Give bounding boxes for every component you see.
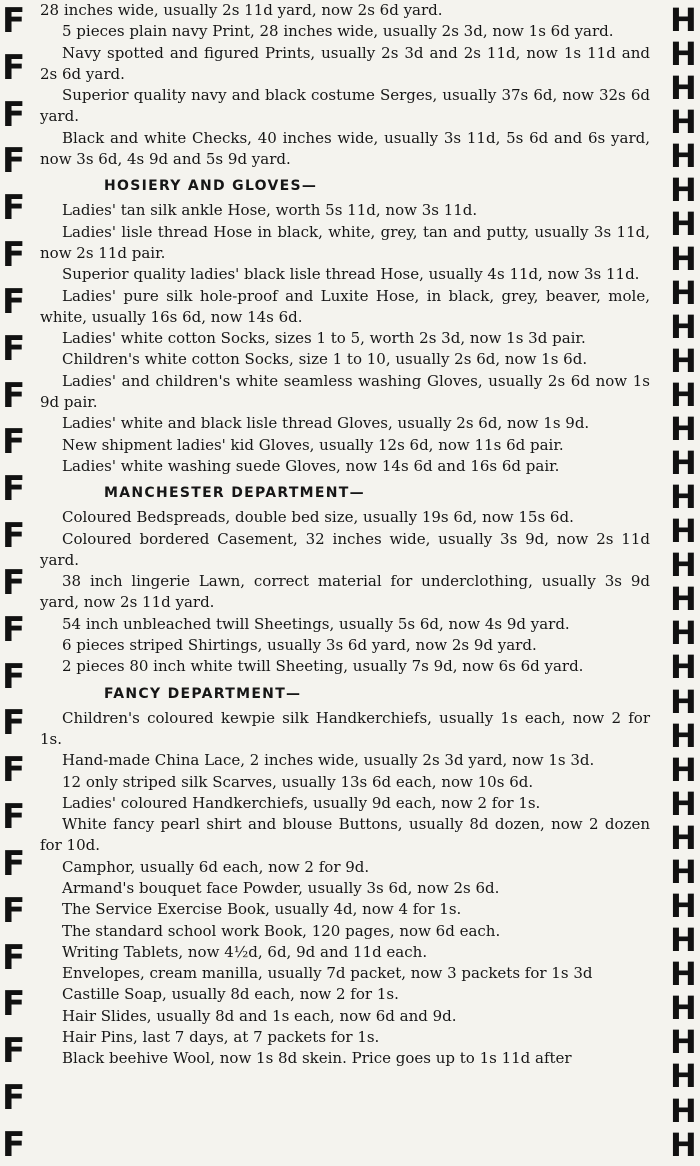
border-glyph-icon: H bbox=[670, 341, 697, 380]
list-item: Ladies' white cotton Socks, sizes 1 to 5, worth 2s 3d, now 1s 3d pair. bbox=[62, 329, 586, 348]
border-glyph-icon: F bbox=[2, 1031, 26, 1072]
border-glyph-icon: F bbox=[2, 843, 26, 884]
border-glyph-icon: H bbox=[670, 682, 697, 721]
list-item: Hair Slides, usually 8d and 1s each, now 6d and 9d. bbox=[62, 1006, 457, 1025]
list-item: 6 pieces striped Shirtings, usually 3s 6d yard, now 2s 9d yard. bbox=[62, 636, 537, 655]
border-glyph-icon: H bbox=[670, 512, 697, 551]
border-glyph-icon: H bbox=[670, 409, 697, 448]
border-glyph-icon: F bbox=[2, 984, 26, 1025]
border-glyph-icon: H bbox=[670, 955, 697, 994]
border-glyph-icon: F bbox=[2, 375, 26, 416]
border-glyph-icon: H bbox=[670, 1057, 697, 1096]
border-glyph-icon: H bbox=[670, 989, 697, 1028]
list-item: Navy spotted and figured Prints, usually 2s 3d and 2s 11d, now 1s 11d and 2s 6d yard. bbox=[40, 43, 650, 83]
list-item: 54 inch unbleached twill Sheetings, usually 5s 6d, now 4s 9d yard. bbox=[62, 614, 570, 633]
list-item: The Service Exercise Book, usually 4d, now 4 for 1s. bbox=[62, 900, 462, 919]
list-item: Hair Pins, last 7 days, at 7 packets for 1s. bbox=[62, 1028, 380, 1047]
list-item: Children's white cotton Socks, size 1 to 10, usually 2s 6d, now 1s 6d. bbox=[62, 350, 588, 369]
border-glyph-icon: H bbox=[670, 1, 697, 39]
list-item: 12 only striped silk Scarves, usually 13s 6d each, now 10s 6d. bbox=[62, 772, 534, 791]
border-glyph-icon: F bbox=[2, 1124, 26, 1165]
border-glyph-icon: H bbox=[670, 750, 697, 789]
list-item: Superior quality ladies' black lisle thread Hose, usually 4s 11d, now 3s 11d. bbox=[62, 265, 640, 284]
border-glyph-icon: H bbox=[670, 307, 697, 346]
list-item: Ladies' white and black lisle thread Gloves, usually 2s 6d, now 1s 9d. bbox=[62, 414, 590, 433]
list-item: Ladies' white washing suede Gloves, now 14s 6d and 16s 6d pair. bbox=[62, 456, 560, 475]
right-decorative-border bbox=[670, 0, 696, 1166]
border-glyph-icon: F bbox=[2, 703, 26, 744]
list-item: Black beehive Wool, now 1s 8d skein. Price goes up to 1s 11d after bbox=[62, 1049, 572, 1068]
border-glyph-icon: H bbox=[670, 35, 697, 74]
list-item: Ladies' pure silk hole-proof and Luxite Hose, in black, grey, beaver, mole, white, usually 16s 6d, now 14s 6d. bbox=[40, 286, 650, 326]
list-item: Armand's bouquet face Powder, usually 3s 6d, now 2s 6d. bbox=[62, 878, 500, 897]
border-glyph-icon: H bbox=[670, 546, 697, 585]
list-item: 38 inch lingerie Lawn, correct material for underclothing, usually 3s 9d yard, now 2s 11d yard. bbox=[40, 572, 650, 612]
border-glyph-icon: H bbox=[670, 648, 697, 687]
list-item: The standard school work Book, 120 pages, now 6d each. bbox=[62, 921, 501, 940]
border-glyph-icon: F bbox=[2, 609, 26, 650]
list-item: Coloured Bedspreads, double bed size, usually 19s 6d, now 15s 6d. bbox=[62, 508, 574, 527]
list-item: 5 pieces plain navy Print, 28 inches wide, usually 2s 3d, now 1s 6d yard. bbox=[62, 22, 614, 41]
border-glyph-icon: H bbox=[670, 784, 697, 823]
border-glyph-icon: H bbox=[670, 1125, 697, 1164]
list-item: New shipment ladies' kid Gloves, usually 12s 6d, now 11s 6d pair. bbox=[62, 435, 564, 454]
list-item: Superior quality navy and black costume Serges, usually 37s 6d, now 32s 6d yard. bbox=[40, 86, 650, 126]
border-glyph-icon: F bbox=[2, 1, 26, 41]
list-item: Ladies' and children's white seamless washing Gloves, usually 2s 6d now 1s 9d pair. bbox=[40, 371, 650, 412]
list-item: White fancy pearl shirt and blouse Buttons, usually 8d dozen, now 2 dozen for 10d. bbox=[40, 815, 650, 855]
list-item: Black and white Checks, 40 inches wide, usually 3s 11d, 5s 6d and 6s yard, now 3s 6d, 4s 9d and 5s 9d yard. bbox=[40, 128, 650, 169]
border-glyph-icon: F bbox=[2, 235, 26, 276]
border-glyph-icon: H bbox=[670, 818, 697, 857]
border-glyph-icon: F bbox=[2, 422, 26, 463]
border-glyph-icon: H bbox=[670, 478, 697, 517]
border-glyph-icon: H bbox=[670, 103, 697, 142]
border-glyph-icon: F bbox=[2, 47, 26, 88]
left-decorative-border bbox=[2, 0, 26, 1166]
border-glyph-icon: H bbox=[670, 580, 697, 619]
border-glyph-icon: F bbox=[2, 469, 26, 510]
list-item: 28 inches wide, usually 2s 11d yard, now 2s 6d yard. bbox=[40, 1, 443, 19]
border-glyph-icon: H bbox=[670, 205, 697, 244]
border-glyph-icon: F bbox=[2, 797, 26, 838]
border-glyph-icon: H bbox=[670, 375, 697, 414]
list-item: Camphor, usually 6d each, now 2 for 9d. bbox=[62, 857, 370, 876]
border-glyph-icon: F bbox=[2, 94, 26, 135]
border-glyph-icon: F bbox=[2, 281, 26, 322]
list-item: Ladies' coloured Handkerchiefs, usually 9d each, now 2 for 1s. bbox=[62, 793, 541, 812]
border-glyph-icon: F bbox=[2, 750, 26, 791]
list-item: Ladies' tan silk ankle Hose, worth 5s 11d, now 3s 11d. bbox=[62, 201, 478, 220]
border-glyph-icon: H bbox=[670, 852, 697, 891]
border-glyph-icon: F bbox=[2, 1078, 26, 1119]
border-glyph-icon: F bbox=[2, 562, 26, 603]
border-glyph-icon: H bbox=[670, 614, 697, 653]
list-item: Castille Soap, usually 8d each, now 2 for 1s. bbox=[62, 985, 399, 1004]
border-glyph-icon: H bbox=[670, 1023, 697, 1062]
list-item: 2 pieces 80 inch white twill Sheeting, usually 7s 9d, now 6s 6d yard. bbox=[62, 657, 584, 676]
border-glyph-icon: F bbox=[2, 937, 26, 978]
border-glyph-icon: H bbox=[670, 444, 697, 483]
section-heading-manchester: MANCHESTER DEPARTMENT— bbox=[104, 485, 365, 502]
section-heading-hosiery: HOSIERY AND GLOVES— bbox=[104, 178, 318, 195]
border-glyph-icon: H bbox=[670, 137, 697, 176]
border-glyph-icon: H bbox=[670, 69, 697, 108]
border-glyph-icon: H bbox=[670, 1091, 697, 1130]
border-glyph-icon: H bbox=[670, 921, 697, 960]
section-heading-fancy: FANCY DEPARTMENT— bbox=[104, 685, 302, 702]
border-glyph-icon: F bbox=[2, 656, 26, 697]
border-glyph-icon: F bbox=[2, 188, 26, 229]
border-glyph-icon: F bbox=[2, 890, 26, 931]
border-glyph-icon: H bbox=[670, 887, 697, 926]
border-glyph-icon: F bbox=[2, 328, 26, 369]
border-glyph-icon: H bbox=[670, 171, 697, 210]
advertisement-column bbox=[40, 0, 650, 1070]
list-item: Writing Tablets, now 4½d, 6d, 9d and 11d each. bbox=[62, 942, 428, 961]
list-item: Children's coloured kewpie silk Handkerchiefs, usually 1s each, now 2 for 1s. bbox=[40, 708, 650, 748]
border-glyph-icon: H bbox=[670, 239, 697, 278]
border-glyph-icon: H bbox=[670, 716, 697, 755]
border-glyph-icon: F bbox=[2, 516, 26, 557]
list-item: Hand-made China Lace, 2 inches wide, usually 2s 3d yard, now 1s 3d. bbox=[62, 751, 595, 770]
border-glyph-icon: F bbox=[2, 141, 26, 182]
list-item: Envelopes, cream manilla, usually 7d packet, now 3 packets for 1s 3d bbox=[62, 964, 593, 983]
border-glyph-icon: H bbox=[670, 273, 697, 312]
list-item: Coloured bordered Casement, 32 inches wide, usually 3s 9d, now 2s 11d yard. bbox=[40, 529, 650, 569]
list-item: Ladies' lisle thread Hose in black, white, grey, tan and putty, usually 3s 11d, now 2s 11d pair. bbox=[40, 222, 650, 262]
